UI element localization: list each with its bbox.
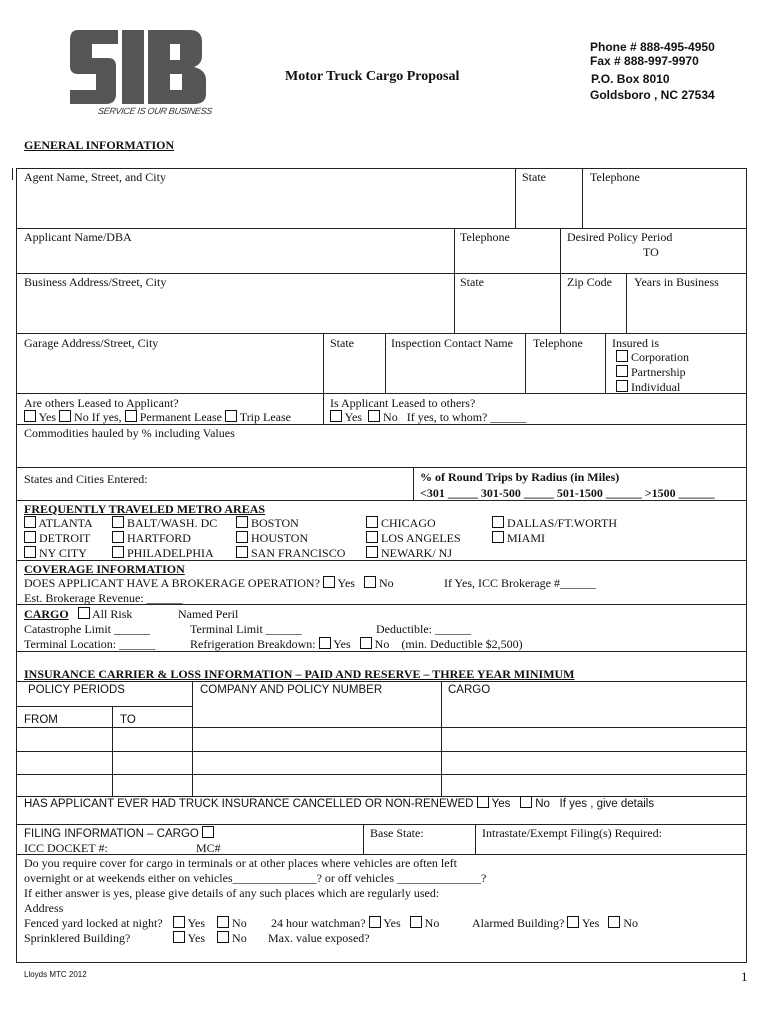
cancelled-question: HAS APPLICANT EVER HAD TRUCK INSURANCE CANCELLED OR NON-RENEWED [24, 798, 474, 810]
catastrophe-label: Catastrophe Limit ______ [24, 622, 150, 636]
metro-heading: FREQUENTLY TRAVELED METRO AREAS [24, 502, 266, 516]
individual-checkbox[interactable] [616, 380, 628, 392]
policy-period-label: Desired Policy Period [567, 230, 673, 244]
no-label: No [374, 637, 390, 651]
garage-telephone-label: Telephone [533, 336, 583, 350]
from-label: FROM [24, 714, 58, 726]
min-deductible-label: (min. Deductible $2,500) [401, 637, 523, 651]
logo-tagline: SERVICE IS OUR BUSINESS [97, 106, 213, 116]
filing-cargo-checkbox[interactable] [202, 826, 214, 838]
applicant-telephone-label: Telephone [460, 230, 510, 244]
watchman-label: 24 hour watchman? [271, 916, 366, 930]
losangeles-label: LOS ANGELES [381, 531, 461, 545]
applicant-leased-options [330, 410, 526, 424]
alarmed-no-checkbox[interactable] [608, 916, 620, 928]
phone-number: Phone # 888-495-4950 [590, 40, 715, 54]
refrigeration-row [190, 637, 523, 651]
sprinklered-options [173, 931, 247, 945]
intrastate-label: Intrastate/Exempt Filing(s) Required: [482, 826, 662, 840]
cargo-row [24, 607, 132, 621]
alarmed-row [472, 916, 638, 930]
no-label: No [378, 576, 394, 590]
no-label: No [232, 931, 247, 945]
radius-line: <301 _____ 301-500 _____ 501-1500 ______ >1500 ______ [420, 486, 715, 500]
metro-miami[interactable] [492, 531, 545, 545]
detroit-label: DETROIT [39, 531, 91, 545]
corporation-label: Corporation [631, 350, 689, 364]
sprinklered-no-checkbox[interactable] [217, 931, 229, 943]
mc-label: MC# [196, 841, 221, 855]
round-trips-label: % of Round Trips by Radius (in Miles) [420, 470, 620, 484]
company-policy-label: COMPANY AND POLICY NUMBER [200, 684, 383, 696]
no-label: No [232, 916, 247, 930]
years-in-business-label: Years in Business [634, 275, 719, 289]
cancelled-row [24, 796, 654, 811]
cargo-column-label: CARGO [448, 684, 491, 696]
no-label: No [623, 916, 639, 930]
agent-name-label: Agent Name, Street, and City [24, 170, 166, 184]
commodities-label: Commodities hauled by % including Values [24, 426, 235, 440]
coverage-heading: COVERAGE INFORMATION [24, 562, 185, 576]
form-title: Motor Truck Cargo Proposal [285, 69, 460, 84]
refrigeration-no-checkbox[interactable] [360, 637, 372, 649]
dallas-label: DALLAS/FT.WORTH [507, 516, 618, 530]
chicago-label: CHICAGO [381, 516, 436, 530]
miami-checkbox[interactable] [492, 531, 504, 543]
miami-label: MIAMI [507, 531, 545, 545]
metro-chicago[interactable] [366, 516, 436, 530]
est-revenue-label: Est. Brokerage Revenue: ______ [24, 591, 183, 605]
fax-number: Fax # 888-997-9970 [590, 54, 699, 68]
newark-label: NEWARK/ NJ [381, 546, 452, 560]
yes-label: Yes [38, 410, 57, 424]
terminal-question-2: overnight or at weekends either on vehicles______________? or off vehicles ______________? [24, 871, 487, 885]
form-id: Lloyds MTC 2012 [24, 970, 87, 979]
applicant-leased-no-checkbox[interactable] [368, 410, 380, 422]
nycity-label: NY CITY [39, 546, 87, 560]
metro-houston[interactable] [236, 531, 308, 545]
no-label: No [424, 916, 440, 930]
hartford-label: HARTFORD [127, 531, 191, 545]
permanent-lease-checkbox[interactable] [125, 410, 137, 422]
boston-checkbox[interactable] [236, 516, 248, 528]
garage-state-label: State [330, 336, 354, 350]
others-leased-label: Are others Leased to Applicant? [24, 396, 179, 410]
metro-atlanta[interactable] [24, 516, 93, 530]
details-label: If yes , give details [559, 798, 655, 810]
chicago-checkbox[interactable] [366, 516, 378, 528]
dallas-checkbox[interactable] [492, 516, 504, 528]
max-value-label: Max. value exposed? [268, 931, 370, 945]
newark-checkbox[interactable] [366, 546, 378, 558]
permanent-lease-label: Permanent Lease [139, 410, 222, 424]
yes-label: Yes [491, 798, 511, 810]
hartford-checkbox[interactable] [112, 531, 124, 543]
company-logo [66, 22, 216, 122]
applicant-name-label: Applicant Name/DBA [24, 230, 132, 244]
corporation-option[interactable] [616, 350, 689, 364]
to-label: TO [120, 714, 136, 726]
terminal-question-1: Do you require cover for cargo in terminals or at other places where vehicles are often left [24, 856, 457, 870]
cancelled-yes-checkbox[interactable] [477, 796, 489, 808]
page-number: 1 [741, 969, 748, 984]
general-info-heading: GENERAL INFORMATION [24, 138, 175, 152]
deductible-label: Deductible: ______ [376, 622, 471, 636]
applicant-leased-yes-checkbox[interactable] [330, 410, 342, 422]
partnership-checkbox[interactable] [616, 365, 628, 377]
metro-hartford[interactable] [112, 531, 191, 545]
yes-label: Yes [333, 637, 351, 651]
watchman-yes-checkbox[interactable] [369, 916, 381, 928]
nycity-checkbox[interactable] [24, 546, 36, 558]
metro-newark[interactable] [366, 546, 452, 560]
cargo-heading: CARGO [24, 607, 69, 621]
fenced-options [173, 916, 247, 930]
yes-label: Yes [344, 410, 363, 424]
metro-baltwash[interactable] [112, 516, 217, 530]
refrigeration-label: Refrigeration Breakdown: [190, 637, 316, 651]
partnership-option[interactable] [616, 365, 686, 379]
metro-losangeles[interactable] [366, 531, 461, 545]
alarmed-label: Alarmed Building? [472, 916, 565, 930]
policy-to-label: TO [643, 245, 659, 259]
atlanta-label: ATLANTA [38, 516, 93, 530]
philadelphia-checkbox[interactable] [112, 546, 124, 558]
brokerage-row [24, 576, 394, 590]
if-yes-whom-label: If yes, to whom? ______ [406, 410, 527, 424]
sprinklered-yes-checkbox[interactable] [173, 931, 185, 943]
terminal-location-label: Terminal Location: ______ [24, 637, 156, 651]
icc-docket-label: ICC DOCKET #: [24, 841, 108, 855]
detroit-checkbox[interactable] [24, 531, 36, 543]
city-address: Goldsboro , NC 27534 [590, 88, 715, 102]
metro-nycity[interactable] [24, 546, 87, 560]
metro-dallas[interactable] [492, 516, 617, 530]
yes-label: Yes [187, 916, 206, 930]
yes-label: Yes [337, 576, 355, 590]
watchman-row [271, 916, 439, 930]
brokerage-question: DOES APPLICANT HAVE A BROKERAGE OPERATION? [24, 576, 320, 590]
cancelled-no-checkbox[interactable] [520, 796, 532, 808]
named-peril-label: Named Peril [178, 607, 239, 621]
corporation-checkbox[interactable] [616, 350, 628, 362]
policy-periods-label: POLICY PERIODS [28, 684, 125, 696]
fenced-yes-checkbox[interactable] [173, 916, 185, 928]
no-label: No [383, 410, 398, 424]
applicant-leased-label: Is Applicant Leased to others? [330, 396, 476, 410]
business-address-label: Business Address/Street, City [24, 275, 167, 289]
trip-lease-checkbox[interactable] [225, 410, 237, 422]
fenced-no-checkbox[interactable] [217, 916, 229, 928]
watchman-no-checkbox[interactable] [410, 916, 422, 928]
zip-code-label: Zip Code [567, 275, 612, 289]
metro-detroit[interactable] [24, 531, 90, 545]
yes-label: Yes [383, 916, 401, 930]
sanfrancisco-checkbox[interactable] [236, 546, 248, 558]
brokerage-no-checkbox[interactable] [364, 576, 376, 588]
base-state-label: Base State: [370, 826, 424, 840]
metro-boston[interactable] [236, 516, 299, 530]
states-cities-label: States and Cities Entered: [24, 472, 148, 486]
metro-sanfrancisco[interactable] [236, 546, 345, 560]
fenced-label: Fenced yard locked at night? [24, 916, 163, 930]
agent-state-label: State [522, 170, 546, 184]
terminal-question-3: If either answer is yes, please give details of any such places which are regularly used: [24, 886, 440, 900]
partnership-label: Partnership [631, 365, 686, 379]
individual-label: Individual [631, 380, 681, 394]
baltwash-checkbox[interactable] [112, 516, 124, 528]
sprinklered-label: Sprinklered Building? [24, 931, 131, 945]
all-risk-label: All Risk [92, 607, 133, 621]
others-leased-no-checkbox[interactable] [59, 410, 71, 422]
yes-label: Yes [187, 931, 206, 945]
metro-philadelphia[interactable] [112, 546, 214, 560]
no-label: No [535, 798, 550, 810]
losangeles-checkbox[interactable] [366, 531, 378, 543]
insured-is-label: Insured is [612, 336, 659, 350]
philadelphia-label: PHILADELPHIA [127, 546, 214, 560]
houston-label: HOUSTON [251, 531, 309, 545]
baltwash-label: BALT/WASH. DC [127, 516, 218, 530]
others-leased-yes-checkbox[interactable] [24, 410, 36, 422]
icc-brokerage-label: If Yes, ICC Brokerage #______ [444, 576, 596, 590]
alarmed-yes-checkbox[interactable] [567, 916, 579, 928]
filing-info-row [24, 826, 214, 841]
houston-checkbox[interactable] [236, 531, 248, 543]
trip-lease-label: Trip Lease [239, 410, 291, 424]
terminal-limit-label: Terminal Limit ______ [190, 622, 302, 636]
boston-label: BOSTON [251, 516, 299, 530]
refrigeration-yes-checkbox[interactable] [319, 637, 331, 649]
po-box: P.O. Box 8010 [591, 72, 670, 86]
no-if-yes-label: No If yes, [74, 410, 122, 424]
sanfrancisco-label: SAN FRANCISCO [251, 546, 346, 560]
loss-heading: INSURANCE CARRIER & LOSS INFORMATION – PAID AND RESERVE – THREE YEAR MINIMUM [24, 667, 575, 681]
business-state-label: State [460, 275, 484, 289]
garage-address-label: Garage Address/Street, City [24, 336, 159, 350]
address-label: Address [24, 901, 64, 915]
inspection-contact-label: Inspection Contact Name [391, 336, 513, 350]
brokerage-yes-checkbox[interactable] [323, 576, 335, 588]
agent-telephone-label: Telephone [590, 170, 640, 184]
yes-label: Yes [581, 916, 600, 930]
individual-option[interactable] [616, 380, 680, 394]
atlanta-checkbox[interactable] [24, 516, 36, 528]
all-risk-checkbox[interactable] [78, 607, 90, 619]
filing-info-label: FILING INFORMATION – CARGO [24, 828, 199, 840]
others-leased-options [24, 410, 291, 424]
